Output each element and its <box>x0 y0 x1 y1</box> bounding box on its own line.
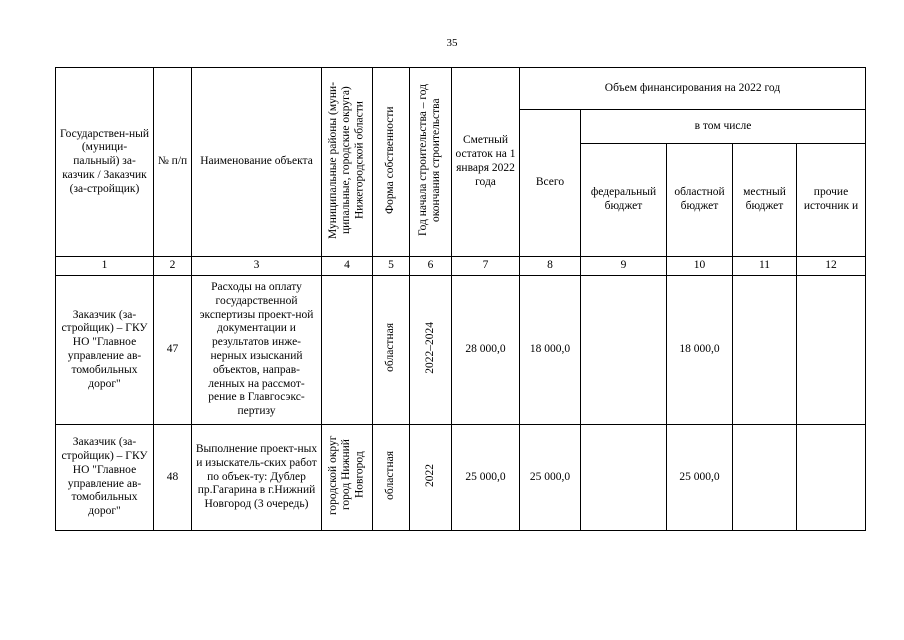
table-row <box>56 276 866 425</box>
header-regional: областной бюджет <box>667 144 733 257</box>
column-number: 9 <box>581 257 667 276</box>
header-federal: федеральный бюджет <box>581 144 667 257</box>
row-federal <box>581 425 667 531</box>
header-including: в том числе <box>581 110 866 144</box>
column-number: 4 <box>322 257 373 276</box>
row-regional: 25 000,0 <box>667 425 733 531</box>
column-number: 6 <box>410 257 452 276</box>
row-other <box>797 425 866 531</box>
header-financing: Объем финансирования на 2022 год <box>520 68 866 110</box>
row-district <box>322 425 373 531</box>
row-ownership <box>373 425 410 531</box>
row-balance: 25 000,0 <box>452 425 520 531</box>
row-district-text: городской округ город Нижний Новгород <box>327 435 366 515</box>
row-local <box>733 276 797 425</box>
page-number: 35 <box>446 37 458 49</box>
row-num: 48 <box>154 425 192 531</box>
header-districts <box>322 68 373 257</box>
row-years <box>410 276 452 425</box>
header-name: Наименование объекта <box>192 68 322 257</box>
row-ownership <box>373 276 410 425</box>
column-number: 3 <box>192 257 322 276</box>
row-federal <box>581 276 667 425</box>
column-number: 11 <box>733 257 797 276</box>
header-balance: Сметный остаток на 1 января 2022 года <box>452 68 520 257</box>
row-years <box>410 425 452 531</box>
row-ownership-text: областная <box>384 450 397 500</box>
row-total: 25 000,0 <box>520 425 581 531</box>
header-ownership-text: Форма собственности <box>384 105 397 214</box>
column-number-row <box>56 257 866 276</box>
header-years <box>410 68 452 257</box>
header-total: Всего <box>520 110 581 257</box>
row-num: 47 <box>154 276 192 425</box>
column-number: 1 <box>56 257 154 276</box>
row-customer: Заказчик (за-стройщик) – ГКУ НО "Главное управление ав-томобильных дорог" <box>56 425 154 531</box>
row-customer: Заказчик (за-стройщик) – ГКУ НО "Главное управление ав-томобильных дорог" <box>56 276 154 425</box>
header-customer: Государствен-ный (муници-пальный) за-казчик / Заказчик (за-стройщик) <box>56 68 154 257</box>
header-years-text: Год начала строительства – год окончания строительства <box>417 83 443 236</box>
row-years-text: 2022–2024 <box>423 321 436 374</box>
row-balance: 28 000,0 <box>452 276 520 425</box>
row-total: 18 000,0 <box>520 276 581 425</box>
column-number: 2 <box>154 257 192 276</box>
row-regional: 18 000,0 <box>667 276 733 425</box>
row-district <box>322 276 373 425</box>
column-number: 12 <box>797 257 866 276</box>
header-local: местный бюджет <box>733 144 797 257</box>
header-num: № п/п <box>154 68 192 257</box>
header-ownership <box>373 68 410 257</box>
table-row <box>56 425 866 531</box>
row-name: Расходы на оплату государственной экспертизы проект-ной документации и результатов инже-нерных изысканий объектов, направ-ленных на рассмот-рение в Главгосэкс-пертизу <box>192 276 322 425</box>
row-name: Выполнение проект-ных и изыскатель-ских работ по объек-ту: Дублер пр.Гагарина в г.Нижний Новгород (3 очередь) <box>192 425 322 531</box>
row-ownership-text: областная <box>384 323 397 373</box>
column-number: 5 <box>373 257 410 276</box>
column-number: 7 <box>452 257 520 276</box>
row-local <box>733 425 797 531</box>
column-number: 10 <box>667 257 733 276</box>
row-years-text: 2022 <box>423 463 436 487</box>
column-number: 8 <box>520 257 581 276</box>
header-other: прочие источник и <box>797 144 866 257</box>
header-districts-text: Муниципальные районы (муни-ципальные, городские округа) Нижегородской области <box>327 81 366 239</box>
row-other <box>797 276 866 425</box>
financing-table <box>55 67 866 531</box>
